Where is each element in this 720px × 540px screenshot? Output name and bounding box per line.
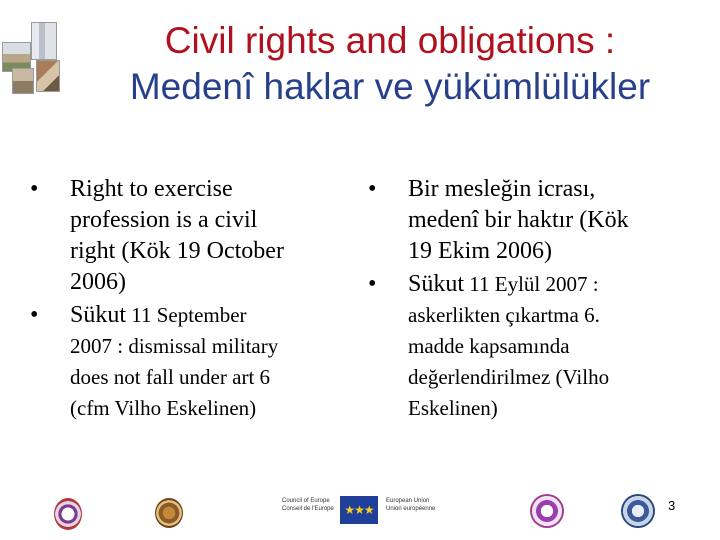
turkish-column	[368, 174, 698, 424]
bullet-line: değerlendirilmez (Vilho	[408, 365, 610, 389]
bullet-dot: •	[368, 271, 377, 297]
bullet-line: (cfm Vilho Eskelinen)	[70, 396, 257, 420]
case-date: 11 September	[126, 303, 247, 327]
bullet-dot: •	[368, 176, 377, 202]
bullet-line: does not fall under art 6	[70, 365, 271, 389]
bullet-line	[408, 269, 698, 300]
flag-stars: ★★★	[344, 502, 374, 517]
bullet-dot: •	[30, 176, 39, 202]
bullet-line: 2007 : dismissal military	[70, 334, 279, 358]
english-column	[30, 174, 360, 424]
title-english: Civil rights and obligations :	[164, 20, 616, 61]
bullet-line: 19 Ekim 2006)	[408, 238, 552, 264]
bullet-line: profession is a civil	[70, 207, 258, 233]
case-name: Sükut	[408, 271, 465, 297]
eu-name-fr: Union européenne	[386, 506, 436, 512]
footer-logos	[0, 488, 720, 540]
page-number: 3	[668, 498, 676, 513]
bullet-line: askerlikten çıkartma 6.	[408, 303, 600, 327]
seal-icon	[155, 498, 183, 528]
coe-name-fr: Conseil de l'Europe	[282, 506, 334, 512]
seal-icon	[621, 494, 655, 528]
eu-flag-icon	[340, 496, 378, 524]
bullet-line	[70, 300, 360, 331]
bullet-meslek-icrasi	[368, 174, 698, 267]
bullet-sukut-case	[30, 300, 360, 424]
seal-icon	[530, 494, 564, 528]
bullet-right-to-exercise-profession	[30, 174, 360, 298]
bullet-line: Bir mesleğin icrası,	[408, 176, 596, 202]
case-date: 11 Eylül 2007 :	[464, 272, 599, 296]
bullet-line: madde kapsamında	[408, 334, 570, 358]
european-union-logo	[386, 497, 456, 513]
bullet-line: Eskelinen)	[408, 396, 498, 420]
council-of-europe-logo	[282, 497, 342, 513]
bullet-sukut-dava	[368, 269, 698, 424]
bullet-line: medenî bir haktır (Kök	[408, 207, 629, 233]
case-name: Sükut	[70, 302, 127, 328]
building-photo	[31, 22, 57, 60]
seal-icon	[54, 498, 82, 530]
bullet-line: right (Kök 19 October	[70, 238, 284, 264]
title-turkish: Medenî haklar ve yükümlülükler	[129, 66, 651, 107]
bullet-line: 2006)	[70, 269, 126, 295]
bullet-dot: •	[30, 302, 39, 328]
building-photo	[36, 60, 60, 92]
building-photos-icon	[0, 22, 72, 92]
slide-title	[70, 18, 710, 110]
bullet-line: Right to exercise	[70, 176, 233, 202]
eu-name-en: European Union	[386, 498, 430, 504]
building-photo	[12, 68, 34, 94]
coe-name-en: Council of Europe	[282, 498, 330, 504]
